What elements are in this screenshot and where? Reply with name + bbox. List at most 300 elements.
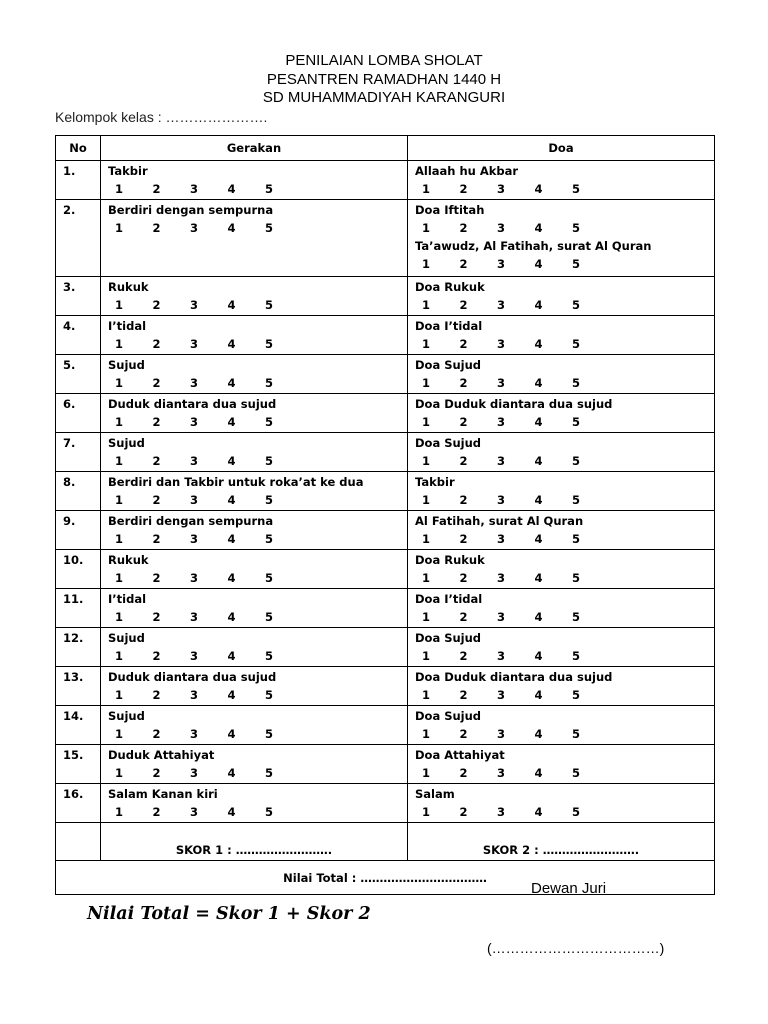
- score-option: 5: [265, 376, 274, 390]
- score-option: 1: [115, 649, 124, 663]
- score-option: 5: [572, 182, 581, 196]
- score-option: 5: [572, 298, 581, 312]
- score-option: 2: [459, 571, 468, 585]
- score-option: 3: [190, 493, 199, 507]
- gerakan-cell: [101, 277, 408, 316]
- score-option: 4: [534, 688, 543, 702]
- score-option: 1: [422, 337, 431, 351]
- score-options: [415, 686, 714, 705]
- signature-line: (………………………………): [487, 940, 665, 956]
- gerakan-label: Sujud: [108, 436, 145, 450]
- score-option: 1: [115, 182, 124, 196]
- score-option: 3: [497, 415, 506, 429]
- row-number: 12.: [56, 628, 101, 667]
- score-options: [108, 219, 407, 238]
- score-options: [108, 530, 407, 549]
- score-option: 1: [115, 610, 124, 624]
- row-number: 14.: [56, 706, 101, 745]
- score-options: [415, 374, 714, 393]
- gerakan-cell: [101, 628, 408, 667]
- score-option: 2: [459, 727, 468, 741]
- score-option: 2: [152, 649, 161, 663]
- score-option: 4: [227, 454, 236, 468]
- score-option: 1: [422, 257, 431, 271]
- doa-cell: [408, 277, 715, 316]
- skor-row: [56, 823, 715, 861]
- score-option: 3: [497, 376, 506, 390]
- title-line-1: PENILAIAN LOMBA SHOLAT: [285, 52, 483, 69]
- score-option: 1: [422, 688, 431, 702]
- score-option: 1: [115, 415, 124, 429]
- score-option: 5: [572, 532, 581, 546]
- score-option: 3: [190, 376, 199, 390]
- row-number: 8.: [56, 472, 101, 511]
- score-options: [415, 491, 714, 510]
- score-options: [108, 725, 407, 744]
- doa-label: Takbir: [415, 475, 455, 489]
- doa-cell: [408, 706, 715, 745]
- header-doa: Doa: [408, 136, 715, 161]
- score-options: [415, 530, 714, 549]
- score-option: 2: [459, 298, 468, 312]
- score-option: 1: [115, 493, 124, 507]
- score-option: 4: [534, 337, 543, 351]
- score-option: 2: [152, 376, 161, 390]
- score-option: 2: [152, 221, 161, 235]
- score-option: 1: [422, 298, 431, 312]
- score-options: [108, 452, 407, 471]
- title-line-2: PESANTREN RAMADHAN 1440 H: [266, 70, 502, 88]
- doa-label: Doa Duduk diantara dua sujud: [415, 397, 613, 411]
- score-option: 3: [497, 298, 506, 312]
- score-option: 4: [534, 805, 543, 819]
- score-option: 4: [534, 727, 543, 741]
- doa-cell: [408, 433, 715, 472]
- score-option: 4: [227, 688, 236, 702]
- gerakan-label: Salam Kanan kiri: [108, 787, 218, 801]
- row-number: 9.: [56, 511, 101, 550]
- score-option: 2: [152, 532, 161, 546]
- doa-label: Doa Sujud: [415, 631, 482, 645]
- gerakan-label: Duduk diantara dua sujud: [108, 397, 277, 411]
- score-option: 5: [265, 221, 274, 235]
- table-row: [56, 200, 715, 277]
- score-option: 3: [497, 454, 506, 468]
- score-options: [415, 452, 714, 471]
- score-option: 1: [115, 337, 124, 351]
- skor-1: SKOR 1 : …………………….: [101, 823, 408, 861]
- score-option: 2: [459, 805, 468, 819]
- score-options: [415, 725, 714, 744]
- doa-cell: [408, 394, 715, 433]
- row-number: 2.: [56, 200, 101, 277]
- doa-cell: [408, 784, 715, 823]
- score-option: 5: [265, 337, 274, 351]
- score-option: 1: [115, 221, 124, 235]
- score-option: 4: [534, 571, 543, 585]
- row-number: 15.: [56, 745, 101, 784]
- score-option: 3: [497, 649, 506, 663]
- score-options: [415, 803, 714, 822]
- row-number: 6.: [56, 394, 101, 433]
- score-option: 1: [422, 182, 431, 196]
- gerakan-label: Rukuk: [108, 553, 149, 567]
- score-option: 5: [572, 221, 581, 235]
- score-option: 5: [265, 182, 274, 196]
- score-option: 3: [497, 493, 506, 507]
- assessment-table: [55, 135, 715, 895]
- score-option: 1: [115, 376, 124, 390]
- doa-cell: [408, 667, 715, 706]
- score-option: 3: [190, 610, 199, 624]
- doa-label: Doa Sujud: [415, 436, 482, 450]
- score-option: 1: [115, 298, 124, 312]
- doa-cell: [408, 161, 715, 200]
- score-option: 2: [152, 688, 161, 702]
- score-options: [108, 608, 407, 627]
- skor-2: SKOR 2 : …………………….: [408, 823, 715, 861]
- doa-label: Al Fatihah, surat Al Quran: [415, 514, 584, 528]
- score-option: 5: [265, 610, 274, 624]
- score-option: 3: [190, 688, 199, 702]
- score-option: 5: [265, 571, 274, 585]
- score-option: 2: [459, 766, 468, 780]
- score-option: 3: [190, 649, 199, 663]
- gerakan-cell: [101, 667, 408, 706]
- score-options: [108, 296, 407, 315]
- kelompok-kelas-field: Kelompok kelas : ………………….: [55, 109, 268, 125]
- score-option: 5: [572, 454, 581, 468]
- score-option: 5: [572, 571, 581, 585]
- table-row: [56, 316, 715, 355]
- dewan-juri-label: Dewan Juri: [531, 880, 607, 897]
- score-option: 2: [459, 376, 468, 390]
- score-option: 4: [227, 221, 236, 235]
- nilai-total: Nilai Total : ……………………………: [56, 861, 715, 895]
- score-option: 3: [497, 571, 506, 585]
- score-option: 3: [190, 337, 199, 351]
- score-option: 3: [497, 337, 506, 351]
- score-option: 2: [152, 415, 161, 429]
- score-option: 1: [115, 766, 124, 780]
- score-option: 3: [497, 532, 506, 546]
- score-option: 3: [497, 727, 506, 741]
- score-option: 1: [115, 454, 124, 468]
- score-option: 5: [572, 766, 581, 780]
- doa-cell: [408, 550, 715, 589]
- score-option: 2: [152, 337, 161, 351]
- score-option: 4: [227, 610, 236, 624]
- score-option: 2: [459, 182, 468, 196]
- score-option: 5: [265, 688, 274, 702]
- score-option: 2: [152, 571, 161, 585]
- formula: Nilai Total = Skor 1 + Skor 2: [87, 904, 371, 924]
- score-option: 3: [190, 727, 199, 741]
- skor-no-cell: [56, 823, 101, 861]
- header-no: No: [56, 136, 101, 161]
- doa-label: Doa Sujud: [415, 358, 482, 372]
- score-option: 1: [115, 805, 124, 819]
- score-options: [415, 608, 714, 627]
- row-number: 3.: [56, 277, 101, 316]
- score-option: 1: [422, 571, 431, 585]
- score-option: 3: [190, 805, 199, 819]
- score-option: 5: [572, 688, 581, 702]
- score-option: 4: [534, 454, 543, 468]
- gerakan-cell: [101, 784, 408, 823]
- score-option: 1: [422, 766, 431, 780]
- score-option: 3: [190, 532, 199, 546]
- score-option: 1: [115, 571, 124, 585]
- table-body: [56, 161, 715, 823]
- gerakan-label: Duduk Attahiyat: [108, 748, 215, 762]
- score-option: 5: [265, 454, 274, 468]
- score-option: 3: [190, 298, 199, 312]
- score-option: 2: [459, 221, 468, 235]
- score-option: 2: [459, 532, 468, 546]
- table-row: [56, 161, 715, 200]
- score-option: 2: [152, 298, 161, 312]
- score-option: 1: [422, 532, 431, 546]
- score-option: 5: [265, 532, 274, 546]
- score-options: [108, 335, 407, 354]
- doa-label: Doa I’tidal: [415, 319, 483, 333]
- score-option: 4: [534, 766, 543, 780]
- score-option: 1: [422, 610, 431, 624]
- doa-cell: [408, 511, 715, 550]
- score-option: 2: [459, 688, 468, 702]
- score-option: 4: [227, 415, 236, 429]
- score-option: 4: [534, 649, 543, 663]
- score-option: 5: [572, 727, 581, 741]
- gerakan-label: Sujud: [108, 709, 145, 723]
- score-option: 2: [152, 454, 161, 468]
- doa-cell: [408, 316, 715, 355]
- score-options: [108, 647, 407, 666]
- score-option: 2: [459, 337, 468, 351]
- score-option: 1: [422, 805, 431, 819]
- gerakan-label: I’tidal: [108, 319, 147, 333]
- score-option: 4: [534, 257, 543, 271]
- gerakan-cell: [101, 706, 408, 745]
- gerakan-label: Takbir: [108, 164, 148, 178]
- score-option: 3: [190, 182, 199, 196]
- score-option: 4: [227, 649, 236, 663]
- gerakan-cell: [101, 589, 408, 628]
- doa-label: Ta’awudz, Al Fatihah, surat Al Quran: [415, 239, 652, 253]
- table-row: [56, 355, 715, 394]
- table-row: [56, 433, 715, 472]
- gerakan-cell: [101, 433, 408, 472]
- table-row: [56, 550, 715, 589]
- score-option: 2: [152, 610, 161, 624]
- row-number: 13.: [56, 667, 101, 706]
- gerakan-cell: [101, 511, 408, 550]
- score-option: 4: [227, 376, 236, 390]
- score-option: 4: [534, 298, 543, 312]
- score-option: 5: [265, 649, 274, 663]
- score-options: [415, 219, 714, 238]
- doa-cell: [408, 628, 715, 667]
- table-row: [56, 589, 715, 628]
- doa-label: Allaah hu Akbar: [415, 164, 519, 178]
- doa-label: Doa I’tidal: [415, 592, 483, 606]
- score-option: 2: [152, 182, 161, 196]
- score-options: [108, 180, 407, 199]
- gerakan-cell: [101, 394, 408, 433]
- score-option: 3: [497, 221, 506, 235]
- title-line-3: SD MUHAMMADIYAH KARANGURI: [262, 89, 506, 106]
- score-option: 4: [227, 805, 236, 819]
- doa-label: Doa Attahiyat: [415, 748, 505, 762]
- score-option: 5: [572, 610, 581, 624]
- score-option: 3: [190, 221, 199, 235]
- doa-label: Doa Rukuk: [415, 553, 485, 567]
- score-options: [415, 296, 714, 315]
- score-options: [415, 569, 714, 588]
- score-option: 4: [227, 182, 236, 196]
- gerakan-label: Berdiri dengan sempurna: [108, 514, 274, 528]
- score-option: 4: [227, 571, 236, 585]
- score-option: 1: [422, 376, 431, 390]
- row-number: 16.: [56, 784, 101, 823]
- doa-label: Doa Duduk diantara dua sujud: [415, 670, 613, 684]
- score-option: 5: [265, 493, 274, 507]
- doa-label: Salam: [415, 787, 455, 801]
- score-option: 5: [265, 298, 274, 312]
- score-options: [415, 180, 714, 199]
- score-options: [415, 764, 714, 783]
- row-number: 11.: [56, 589, 101, 628]
- score-option: 5: [265, 805, 274, 819]
- score-option: 4: [534, 415, 543, 429]
- gerakan-label: Sujud: [108, 358, 145, 372]
- score-options: [415, 647, 714, 666]
- score-option: 4: [227, 532, 236, 546]
- table-row: [56, 472, 715, 511]
- score-options: [415, 413, 714, 432]
- score-option: 4: [227, 766, 236, 780]
- score-option: 3: [497, 257, 506, 271]
- doa-cell: [408, 745, 715, 784]
- score-option: 2: [459, 649, 468, 663]
- score-option: 5: [265, 415, 274, 429]
- score-option: 1: [422, 493, 431, 507]
- score-option: 1: [115, 727, 124, 741]
- table-row: [56, 667, 715, 706]
- score-option: 5: [572, 649, 581, 663]
- gerakan-label: Rukuk: [108, 280, 149, 294]
- gerakan-cell: [101, 550, 408, 589]
- score-option: 2: [152, 493, 161, 507]
- row-number: 4.: [56, 316, 101, 355]
- score-option: 2: [459, 610, 468, 624]
- score-option: 2: [459, 257, 468, 271]
- score-options: [108, 374, 407, 393]
- gerakan-cell: [101, 200, 408, 277]
- score-option: 2: [152, 805, 161, 819]
- score-options: [108, 764, 407, 783]
- doa-cell: [408, 472, 715, 511]
- row-number: 5.: [56, 355, 101, 394]
- score-option: 1: [422, 221, 431, 235]
- score-option: 4: [227, 727, 236, 741]
- score-options: [108, 686, 407, 705]
- table-row: [56, 745, 715, 784]
- score-option: 4: [227, 337, 236, 351]
- score-option: 5: [265, 727, 274, 741]
- gerakan-label: I’tidal: [108, 592, 147, 606]
- score-options: [108, 491, 407, 510]
- score-option: 5: [572, 805, 581, 819]
- score-option: 4: [227, 298, 236, 312]
- doa-cell: [408, 355, 715, 394]
- score-option: 4: [534, 610, 543, 624]
- gerakan-cell: [101, 472, 408, 511]
- score-option: 4: [227, 493, 236, 507]
- table-row: [56, 511, 715, 550]
- score-option: 4: [534, 493, 543, 507]
- table-row: [56, 394, 715, 433]
- gerakan-label: Berdiri dan Takbir untuk roka’at ke dua: [108, 475, 364, 489]
- score-option: 3: [497, 688, 506, 702]
- score-option: 5: [572, 493, 581, 507]
- score-option: 3: [190, 415, 199, 429]
- score-option: 2: [459, 454, 468, 468]
- score-option: 3: [497, 766, 506, 780]
- score-option: 3: [497, 805, 506, 819]
- gerakan-label: Duduk diantara dua sujud: [108, 670, 277, 684]
- score-options: [415, 335, 714, 354]
- gerakan-cell: [101, 161, 408, 200]
- score-option: 5: [265, 766, 274, 780]
- score-option: 1: [422, 649, 431, 663]
- gerakan-label: Sujud: [108, 631, 145, 645]
- table-header-row: [56, 136, 715, 161]
- score-option: 3: [190, 766, 199, 780]
- score-option: 4: [534, 532, 543, 546]
- score-option: 5: [572, 376, 581, 390]
- score-options: [108, 413, 407, 432]
- score-option: 1: [422, 727, 431, 741]
- score-option: 2: [459, 415, 468, 429]
- table-row: [56, 628, 715, 667]
- score-option: 4: [534, 376, 543, 390]
- doa-cell: [408, 589, 715, 628]
- score-option: 3: [497, 610, 506, 624]
- gerakan-label: Berdiri dengan sempurna: [108, 203, 274, 217]
- gerakan-cell: [101, 745, 408, 784]
- score-option: 4: [534, 221, 543, 235]
- nilai-total-row: [56, 861, 715, 895]
- score-options: [108, 569, 407, 588]
- table-row: [56, 706, 715, 745]
- doa-label: Doa Rukuk: [415, 280, 485, 294]
- doa-cell: [408, 200, 715, 277]
- table-row: [56, 784, 715, 823]
- score-option: 5: [572, 257, 581, 271]
- score-option: 1: [115, 688, 124, 702]
- gerakan-cell: [101, 316, 408, 355]
- score-option: 2: [152, 766, 161, 780]
- row-number: 1.: [56, 161, 101, 200]
- score-option: 3: [190, 571, 199, 585]
- gerakan-cell: [101, 355, 408, 394]
- score-option: 3: [190, 454, 199, 468]
- score-option: 2: [459, 493, 468, 507]
- row-number: 7.: [56, 433, 101, 472]
- score-options: [108, 803, 407, 822]
